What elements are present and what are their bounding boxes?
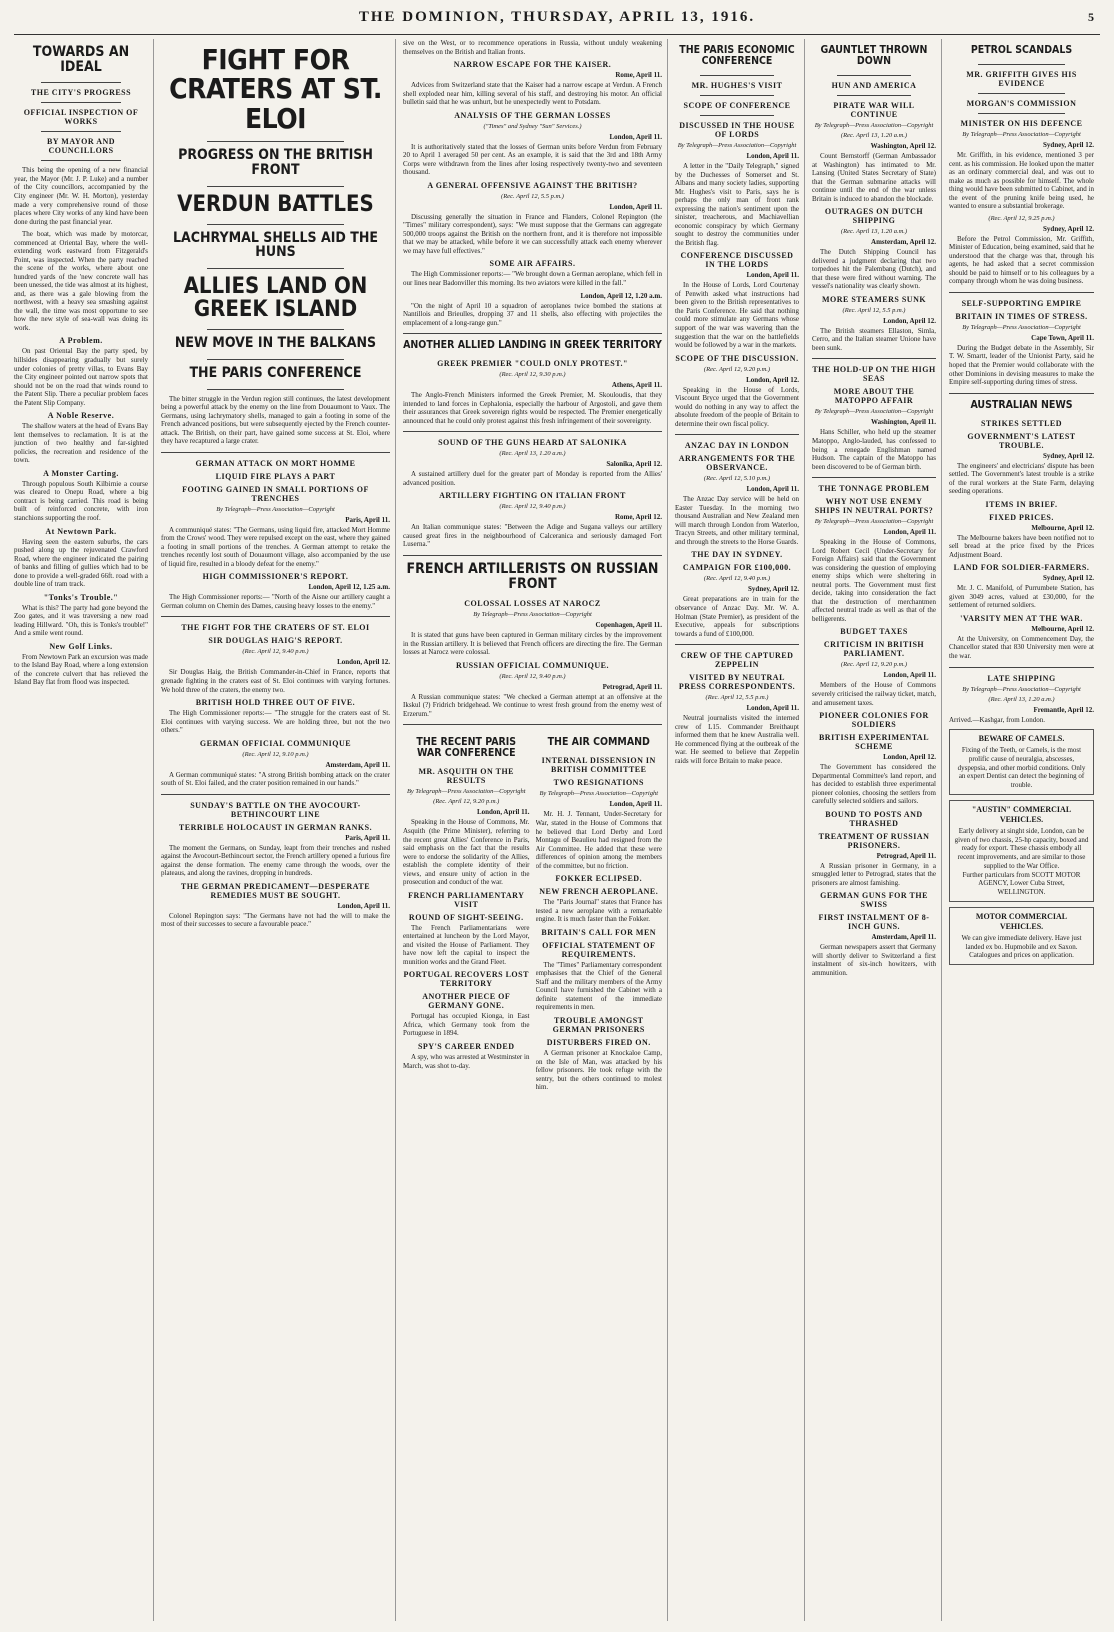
subhead: LIQUID FIRE PLAYS A PART	[215, 471, 336, 481]
dateline: London, April 11.	[609, 800, 662, 809]
dateline: London, April 11.	[746, 485, 799, 494]
paragraph: The High Commissioner reports:— "The struggle for the craters east of St. Eloi continues with varying success. We are holding three, but not the two others."	[161, 709, 390, 735]
subhead: ANOTHER PIECE OF GERMANY GONE.	[422, 992, 511, 1011]
subhead: THE DAY IN SYDNEY.	[691, 550, 783, 560]
dateline: London, April 11.	[746, 704, 799, 713]
headline-french-artillerists: FRENCH ARTILLERISTS ON RUSSIAN FRONT	[406, 560, 659, 592]
dateline: London, April 12.	[883, 753, 936, 762]
column-1	[14, 39, 154, 1621]
credit: By Telegraph—Press Association—Copyright	[814, 408, 934, 416]
headline-australian-news: AUSTRALIAN NEWS	[970, 398, 1073, 411]
paragraph: Mr. H. J. Tennant, Under-Secretary for War, stated in the House of Commons that he believed that Lord Derby and Lord Montagu of Beaulieu had resigned from the Air Committee. He added that these were differences of opinion among the members of the committee, but no friction.	[535, 810, 662, 870]
subhead: FOKKER ECLIPSED.	[555, 874, 643, 884]
subhead: TWO RESIGNATIONS	[553, 778, 644, 788]
dateline: London, April 11.	[883, 671, 936, 680]
subhead: ANALYSIS OF THE GERMAN LOSSES	[454, 110, 611, 120]
credit: By Telegraph—Press Association—Copyright	[962, 323, 1081, 331]
page-number: 5	[1088, 9, 1094, 24]
subhead: INTERNAL DISSENSION IN BRITISH COMMITTEE	[541, 756, 656, 775]
deck: ALLIES LAND ON GREEK ISLAND	[183, 274, 368, 323]
paragraph: The Government has considered the Departmental Committee's land report, and has decided to establish three experimental pioneer colonies, choosing the settlers from carefully selected soldiers and sailors.	[812, 763, 936, 806]
paragraph: An Italian communique states: "Between the Adige and Sugana valleys our artillery caused great fires in the neighbourhood of Calceranica and seriously damaged Fort Luserna."	[403, 523, 662, 549]
subhead: STRIKES SETTLED	[980, 418, 1063, 428]
credit: By Telegraph—Press Association—Copyright	[406, 788, 526, 796]
dateline: Athens, April 11.	[611, 381, 662, 390]
rec-time: (Rec. April 12, 9.40 p.m.)	[242, 648, 309, 656]
subhead: ROUND OF SIGHT-SEEING.	[408, 912, 524, 922]
subhead: TERRIBLE HOLOCAUST IN GERMAN RANKS.	[178, 822, 373, 832]
credit: By Telegraph—Press Association—Copyright	[539, 790, 659, 798]
dateline: London, April 12.	[337, 658, 390, 667]
subhead: BRITISH EXPERIMENTAL SCHEME	[818, 733, 930, 752]
column-5	[812, 39, 942, 1621]
headline-gauntlet: GAUNTLET THROWN DOWN	[820, 44, 928, 68]
headline-towards-ideal: TOWARDS AN IDEAL	[32, 44, 130, 75]
subhead: SCOPE OF THE DISCUSSION.	[675, 353, 799, 363]
credit: By Telegraph—Press Association—Copyright	[962, 685, 1081, 693]
advertisement	[949, 907, 1094, 965]
rec-time: (Rec. April 12, 9.40 p.m.)	[499, 672, 566, 680]
subhead: SPY'S CAREER ENDED	[417, 1041, 515, 1051]
rec-time: (Rec. April 12, 9.25 p.m.)	[988, 214, 1055, 222]
subhead: NARROW ESCAPE FOR THE KAISER.	[453, 60, 612, 70]
deck: MORGAN'S COMMISSION	[966, 99, 1077, 109]
paragraph: "On the night of April 10 a squadron of aeroplanes twice bombed the stations at Nantillois and Brieulles, dropping 37 and 11 shells, also effecting with projectiles the emplacement of a long-range gun."	[403, 301, 662, 327]
ad-contact: Further particulars from SCOTT MOTOR AGENCY, Lower Cuba Street, WELLINGTON.	[962, 870, 1081, 897]
rec-time: (Rec. April 12, 5.5 p.m.)	[705, 694, 769, 702]
paragraph: Colonel Repington says: "The Germans have not had the will to make the most of their successes to secure a favourable peace."	[161, 911, 390, 929]
paragraph: It is stated that guns have been captured in German military circles by the improvement in the Russian artillery. It is believed that French officers are directing the fire. The German losses at Narocz were colossal.	[403, 631, 662, 657]
paragraph: This being the opening of a new financial year, the Mayor (Mr. J. P. Luke) and a number of the City councillors, accompanied by the City engineer (Mr. W. H. Morton), yesterday made a very comprehensive round of those places where City works of any kind have been done during the past financial year.	[14, 166, 148, 226]
credit: By Telegraph—Press Association—Copyright	[814, 518, 934, 526]
credit: By Telegraph—Press Association—Copyright	[677, 142, 797, 150]
subhead: GERMAN GUNS FOR THE SWISS	[820, 891, 928, 910]
paragraph: The "Times" Parliamentary correspondent emphasises that the Chief of the General Staff and the military members of the Army Council have furnished the Cabinet with a definite statement of the immediate requirements in men.	[535, 960, 662, 1012]
subhead: THE HOLD-UP ON THE HIGH SEAS	[812, 365, 936, 384]
headline-paris-war-conference: THE RECENT PARIS WAR CONFERENCE	[416, 736, 517, 760]
rec-time: (Rec. April 12, 9.20 p.m.)	[840, 661, 908, 669]
paragraph: A Russian prisoner in Germany, in a smuggled letter to Petrograd, states that the prisoners are almost famishing.	[812, 861, 936, 887]
deck: MR. HUGHES'S VISIT	[691, 81, 783, 91]
headline-petrol-scandals: PETROL SCANDALS	[970, 44, 1073, 56]
paragraph: Before the Petrol Commission, Mr. Griffith, Minister of Education, being examined, said that he understood that the charge was that, through his agents, he had asked that a secret commission should be paid to himself or to his colleagues by a company through whom he was doing business.	[949, 234, 1094, 286]
subhead: THE TONNAGE PROBLEM	[818, 484, 930, 494]
subhead: ANZAC DAY IN LONDON	[684, 441, 790, 451]
dateline: London, April 11.	[609, 132, 662, 141]
dateline: London, April 12.	[746, 375, 799, 384]
paragraph: Arrived.—Kashgar, from London.	[949, 715, 1045, 724]
subhead: SOME AIR AFFAIRS.	[489, 259, 576, 269]
paragraph: Speaking in the House of Commons, Lord Robert Cecil (Under-Secretary for Foreign Affairs) said that the Government was considering the question of employing enemy ships which were sheltering in neutral ports. The Government must first decide, taking into consideration the fact that the destruction of merchantmen affected neutral trade as well as that of the belligerents.	[812, 538, 936, 623]
paragraph: The engineers' and electricians' dispute has been settled. The Government's latest trouble is a strike of the rural workers at the State Farm, delaying seeding operations.	[949, 461, 1094, 496]
paragraph: On past Oriental Bay the party sped, by hillsides disappearing gradually but surely under colonies of pretty villas, to Evans Bay the City engineer pointed out narrow spots that should not be on the road that winds round to the Patent Slip. There a peculiar problem faces the Patent Slip Company.	[14, 347, 148, 407]
subhead: BRITAIN IN TIMES OF STRESS.	[955, 311, 1088, 321]
subhead: THE FIGHT FOR THE CRATERS OF ST. ELOI	[181, 623, 370, 633]
ad-body: We can give immediate delivery. Have just landed ex bo. Hupmobile and ex Saxon. Catalogues and prices on application.	[961, 933, 1082, 960]
dateline: Copenhagen, April 11.	[595, 621, 662, 630]
deck: LACHRYMAL SHELLS AID THE HUNS	[172, 229, 379, 261]
rec-time: (Rec. April 12, 9.40 p.m.)	[703, 575, 771, 583]
subhead: HIGH COMMISSIONER'S REPORT.	[202, 572, 349, 582]
subhead: BRITISH HOLD THREE OUT OF FIVE.	[195, 698, 356, 708]
subhead: MR. ASQUITH ON THE RESULTS	[418, 767, 515, 786]
paragraph: At the University, on Commencement Day, the Chancellor stated that 830 University men were at the war.	[949, 634, 1094, 660]
deck: MINISTER ON HIS DEFENCE	[960, 119, 1083, 129]
subhead: MORE STEAMERS SUNK	[821, 294, 927, 304]
subhead: WHY NOT USE ENEMY SHIPS IN NEUTRAL PORTS?	[814, 497, 934, 516]
subhead: A Problem.	[59, 336, 103, 346]
subhead: MORE ABOUT THE MATOPPO AFFAIR	[833, 387, 915, 406]
subcolumn-right	[536, 731, 663, 1621]
paragraph: The French Parliamentarians were entertained at luncheon by the Lord Mayor, and visited the House of Parliament. They have now left the capital to inspect the munition works and the Grand Fleet.	[403, 923, 530, 966]
paragraph: A Russian communique states: "We checked a German attempt at an offensive at the Ikskul (?) Fridrich bridgehead. We continue to wrest fresh ground from the enemy west of Erzerum."	[403, 692, 662, 718]
subcolumn-left	[403, 731, 530, 1621]
deck: PIRATE WAR WILL CONTINUE	[833, 101, 915, 120]
deck: PROGRESS ON THE BRITISH FRONT	[178, 147, 373, 178]
ad-title: "AUSTIN" COMMERCIAL VEHICLES.	[971, 804, 1072, 824]
headline-greek-landing: ANOTHER ALLIED LANDING IN GREEK TERRITORY	[403, 339, 662, 352]
subhead: ARRANGEMENTS FOR THE OBSERVANCE.	[678, 454, 796, 473]
dateline: Melbourne, April 12.	[1031, 624, 1094, 633]
dateline: London, April 11.	[746, 152, 799, 161]
subhead: CONFERENCE DISCUSSED IN THE LORDS	[680, 251, 794, 270]
paragraph: Having seen the eastern suburbs, the cars pushed along up the rejuvenated Crawford Road, where the engineer indicated the pairing of banks and filling of gullies which had to be done to provide a well-graded 66ft. road with a double line of tram track.	[14, 537, 148, 589]
lead-paragraph: The bitter struggle in the Verdun region still continues, the latest development being a powerful attack by the enemy on the line from Douaumont to Vaux. The Germans, using lachrymatory shells, managed to gain a footing in some of the French advanced positions, but were subsequently ejected by the French counter-attack. The British, on their part, have gained some success at St. Eloi, where they have recaptured a large crater.	[161, 394, 390, 446]
dateline: Rome, April 12.	[614, 513, 662, 522]
rec-time: (Rec. April 12, 5.5 p.m.)	[501, 192, 564, 200]
subhead: CRITICISM IN BRITISH PARLIAMENT.	[823, 640, 925, 659]
deck: SCOPE OF CONFERENCE	[683, 101, 791, 111]
paragraph: A spy, who was arrested at Westminster in March, was shot to-day.	[403, 1052, 530, 1070]
paragraph: It is authoritatively stated that the losses of German units before Verdun from February 20 to April 1 averaged 50 per cent. As an example, it is said that the 3rd and 18th Army Corps were withdrawn from the lines after losing respectively twenty-two and seventeen thousand.	[403, 142, 662, 177]
headline-air-command: THE AIR COMMAND	[547, 736, 650, 749]
deck: BY MAYOR AND COUNCILLORS	[46, 137, 116, 156]
dateline: Sydney, April 12.	[748, 585, 799, 594]
deck: HUN AND AMERICA	[831, 81, 917, 91]
deck: DISCUSSED IN THE HOUSE OF LORDS	[679, 121, 795, 140]
paragraph: Mr. Griffith, in his evidence, mentioned 3 per cent. as his commission. He looked upon the matter as an ordinary commercial deal, and was out to make as much as possible for himself. The whole thing would have been submitted to Cabinet, and in the event of the pruning knife being used, he wanted to ensure a substantial brokerage.	[949, 151, 1094, 211]
deck: THE PARIS CONFERENCE	[189, 364, 362, 381]
subhead: GREEK PREMIER "COULD ONLY PROTEST."	[437, 359, 628, 369]
dateline: Washington, April 11.	[871, 418, 936, 427]
rec-time: (Rec. April 13, 1.20 a.m.)	[840, 132, 908, 140]
paragraph: A German communiqué states: "A strong British bombing attack on the crater south of St. Eloi failed, and the crater position remained in our hands."	[161, 770, 390, 788]
columns	[14, 39, 1100, 1621]
column-6	[949, 39, 1099, 1621]
dateline: Paris, April 11.	[345, 515, 390, 524]
paragraph: A German prisoner at Knockaloe Camp, on the Isle of Man, was attacked by his fellow prisoners. He took refuge with the sentry, but the others continued to molest him.	[535, 1048, 662, 1092]
subhead: SIR DOUGLAS HAIG'S REPORT.	[208, 636, 343, 646]
paragraph: The shallow waters at the head of Evans Bay lent themselves to reclamation. It is at the junction of two healthy and far-sighted policies, the recreation and residence of the town.	[14, 422, 148, 465]
dateline: Amsterdam, April 11.	[325, 760, 390, 769]
subhead: LATE SHIPPING	[987, 673, 1056, 683]
paragraph: The Anzac Day service will be held on Easter Tuesday. In the morning two thousand Australian and New Zealand men will march through London from Waterloo, Tracyn Streets, and other military terminal, and through the streets to the Horse Guards.	[675, 495, 799, 546]
paragraph: The moment the Germans, on Sunday, leapt from their trenches and rushed against the Avocourt-Bethincourt sector, the French artillery opened a furious fire against the dense formation. The enemy came through the woods, over the plateaus, and along the ravines, dropping in hundreds.	[161, 843, 390, 878]
dateline: Amsterdam, April 12.	[871, 238, 936, 247]
credit: By Telegraph—Press Association—Copyright	[216, 505, 335, 513]
subhead: GERMAN OFFICIAL COMMUNIQUE	[199, 738, 352, 748]
paragraph: Sir Douglas Haig, the British Commander-in-Chief in France, reports that grenade fighting in the craters east of St. Eloi continues with varying fortunes. We hold three of the craters, the enemy two.	[161, 668, 390, 694]
dateline: Petrograd, April 11.	[876, 851, 936, 860]
subhead: CREW OF THE CAPTURED ZEPPELIN	[680, 651, 794, 670]
column-4	[675, 39, 805, 1621]
ad-body: Fixing of the Teeth, or Camels, is the most prolific cause of neuralgia, abscesses, dyspepsia, and other morbid conditions. Only an expert Dentist can detect the beginning of trouble.	[957, 746, 1086, 790]
dateline: Melbourne, April 12.	[1031, 523, 1094, 532]
paragraph: What is this? The party had gone beyond the Zoo gates, and it was traversing a new road leading Hillward. "Oh, this is Tonks's trouble!" And a smile went round.	[14, 603, 148, 638]
masthead	[14, 0, 1100, 35]
headline-paris-economic: THE PARIS ECONOMIC CONFERENCE	[679, 44, 795, 68]
subhead: THE GERMAN PREDICAMENT—DESPERATE REMEDIES MUST BE SOUGHT.	[180, 881, 371, 900]
dateline: Washington, April 12.	[870, 142, 936, 151]
headline-craters: FIGHT FOR CRATERS AT ST. ELOI	[169, 43, 382, 135]
advertisement	[949, 729, 1094, 795]
paragraph: Great preparations are in train for the observance of Anzac Day. Mr. W. A. Holman (State Premier), as president of the Executive, appeals for subscriptions towards a fund of £100,000.	[675, 595, 799, 638]
subhead: CAMPAIGN FOR £100,000.	[682, 563, 792, 573]
dateline: Petrograd, April 11.	[602, 682, 662, 691]
paragraph: The Melbourne bakers have been notified not to sell bread at the price fixed by the Prices Adjustment Board.	[949, 533, 1094, 559]
dateline: Fremantle, April 12.	[1033, 705, 1094, 714]
subhead: PIONEER COLONIES FOR SOLDIERS	[819, 711, 929, 730]
deck: OFFICIAL INSPECTION OF WORKS	[23, 108, 139, 127]
dateline: Paris, April 11.	[345, 833, 390, 842]
subhead: NEW FRENCH AEROPLANE.	[539, 887, 659, 897]
paragraph: sive on the West, or to recommence operations in Russia, without unduly weakening themselves on the British and Italian fronts.	[403, 39, 662, 56]
subhead: SOUND OF THE GUNS HEARD AT SALONIKA	[438, 438, 627, 448]
subhead: SUNDAY'S BATTLE ON THE AVOCOURT-BETHINCOURT LINE	[190, 800, 361, 819]
subhead: FIRST INSTALMENT OF 8-INCH GUNS.	[818, 913, 930, 932]
subhead: OUTRAGES ON DUTCH SHIPPING	[824, 207, 924, 226]
rec-time: (Rec. April 12, 9.20 p.m.)	[433, 798, 500, 806]
subhead: GERMAN ATTACK ON MORT HOMME	[195, 458, 356, 468]
column-3-subcolumns	[403, 731, 662, 1621]
dateline: London, April 12, 1.20 a.m.	[580, 291, 662, 300]
paragraph: Neutral journalists visited the interned crew of L15. Commander Breithaupt informed them that he knew Australia well. He commenced flying at the outbreak of the war. He seemed to believe that Zeppelin raids will force Britain to make peace.	[675, 714, 799, 765]
subhead: LAND FOR SOLDIER-FARMERS.	[953, 563, 1090, 573]
ad-title: MOTOR COMMERCIAL VEHICLES.	[975, 911, 1068, 931]
paragraph: In the House of Lords, Lord Courtenay of Penwith asked what instructions had been given to the British representatives to the Paris Conference. He said that nothing could more stimulate any Germans whose support of the war was wavering than the suggestion that the war on the battlefields would be followed by a war in the markets.	[675, 281, 799, 350]
deck: MR. GRIFFITH GIVES HIS EVIDENCE	[966, 70, 1077, 89]
subhead: TROUBLE AMONGST GERMAN PRISONERS	[552, 1015, 645, 1034]
subhead: ITEMS IN BRIEF.	[985, 499, 1058, 509]
dateline: Salonika, April 12.	[606, 460, 662, 469]
subhead: BRITAIN'S CALL FOR MEN	[541, 927, 657, 937]
subhead: FRENCH PARLIAMENTARY VISIT	[408, 890, 525, 909]
dateline: London, April 12, 1.25 a.m.	[308, 583, 390, 592]
paragraph: The British steamers Ellaston, Simla, Cerro, and the Italian steamer Unione have been sunk.	[812, 326, 936, 352]
credit: By Telegraph—Press Association—Copyright	[473, 611, 592, 619]
rec-time: (Rec. April 12, 9.40 p.m.)	[499, 503, 566, 511]
paragraph: The High Commissioner reports:— "We brought down a German aeroplane, which fell in our lines near Badonviller this morning. Its two aviators were killed in the fall."	[403, 270, 662, 287]
subhead: PORTUGAL RECOVERS LOST TERRITORY	[403, 970, 529, 989]
subhead: "Tonks's Trouble."	[43, 592, 119, 602]
paragraph: Portugal has occupied Kionga, in East Africa, which Germany took from the Portuguese in 1894.	[403, 1012, 530, 1038]
dateline: Sydney, April 12.	[1043, 574, 1094, 583]
paragraph: German newspapers assert that Germany will shortly deliver to Switzerland a first instalment of six-inch howitzers, with ammunition.	[812, 943, 936, 977]
paragraph: Count Bernstorff (German Ambassador at Washington) has intimated to Mr. Lansing (United States Secretary of State) that the German submarine attacks will continue until the end of the war unless Britain is induced to abandon the blockade.	[812, 152, 936, 203]
subhead: FIXED PRICES.	[989, 512, 1054, 522]
paragraph: A communiqué states: "The Germans, using liquid fire, attacked Mort Homme from the Crows' wood. They were repulsed except on the east, where they gained a footing in small portions of the trenches. A German attempt to retake the trenches recently lost south of Douaumont village, also accompanied by the use of liquid fire, resulted in a bloody defeat for the enemy."	[161, 525, 390, 568]
rec-time: (Rec. April 13, 1.20 a.m.)	[499, 450, 566, 458]
advertisement	[949, 800, 1094, 902]
column-2	[161, 39, 396, 1621]
paragraph: The High Commissioner reports:— "North of the Aisne our artillery caught a German column on Chemin des Dames, causing heavy losses to the enemy."	[161, 593, 390, 610]
paragraph: The boat, which was made by motorcar, commenced at Oriental Bay, where the well-extending work eastward from Fitzgerald's Point, was inspected. When the party reached the scene of the works, where about one hundred yards of the 'new concrete wall has been unessed, the tide was almost at its highest, and, as there was a gale blowing from the northwest, with a heavy sea smashing against the wall, the time was most opportune to see how the new style of sea-wall was doing its work.	[14, 230, 148, 332]
dateline: London, April 12.	[883, 316, 936, 325]
paragraph: The "Paris Journal" states that France has tested a new aeroplane with a remarkable engine. It is much faster than the Fokker.	[535, 898, 662, 924]
subhead: A GENERAL OFFENSIVE AGAINST THE BRITISH?	[427, 180, 638, 190]
paragraph: Through populous South Kilbirnie a course was cleared to Onepu Road, where a big contract is being carried. This road is being built of reinforced concrete, with iron stanchions supporting the roof.	[14, 479, 148, 522]
subhead: BOUND TO POSTS AND THRASHED	[825, 809, 923, 828]
paragraph: From Newtown Park an excursion was made to the Island Bay Road, where a long extension of the concrete culvert that has relieved the Island Bay flat from flood was inspected.	[14, 652, 148, 687]
deck: THE CITY'S PROGRESS	[30, 88, 132, 98]
subhead: ARTILLERY FIGHTING ON ITALIAN FRONT	[439, 491, 626, 501]
subhead: COLOSSAL LOSSES AT NAROCZ	[464, 599, 601, 609]
subhead: A Monster Carting.	[43, 468, 119, 478]
paragraph: Speaking in the House of Lords, Viscount Bryce urged that the Government would do nothing in any way to affect the absolute freedom of the people of Britain to determine their own fiscal policy.	[675, 385, 799, 428]
column-3	[403, 39, 668, 1621]
dateline: Sydney, April 12.	[1043, 141, 1094, 150]
paragraph: The Anglo-French Ministers informed the Greek Premier, M. Skouloudis, that they intended to land forces in Cephalonia, especially the harbour of Argostoli, and gave them their assurances that Greek sovereign rights would be respected. The Premier energetically announced that he could only protest against this fresh infringement of their sovereignty.	[403, 391, 662, 425]
dateline: Sydney, April 12.	[1043, 224, 1094, 233]
ad-body: Early delivery at singht side, London, can be given of two chassis, 25-hp capacity, boxed and ready for export. These chassis embody all recent improvements, and are similar to those supplied to the War Office.	[954, 826, 1089, 870]
rec-time: (Rec. April 12, 9.30 p.m.)	[499, 371, 566, 379]
deck: VERDUN BATTLES	[177, 191, 374, 217]
subhead: BUDGET TAXES	[840, 627, 908, 637]
dateline: Sydney, April 12.	[1043, 451, 1094, 460]
subhead: A Noble Reserve.	[47, 411, 115, 421]
paragraph: Hans Schiller, who held up the steamer Matoppo, Anglo-lauded, has confessed to being a renegade Englishman named Hudson. The captain of the Matoppo has been discovered to be of German birth.	[812, 428, 936, 471]
subhead: TREATMENT OF RUSSIAN PRISONERS.	[818, 831, 930, 850]
paragraph: Members of the House of Commons severely criticised the railway ticket, match, and amusement taxes.	[812, 681, 936, 707]
subhead: RUSSIAN OFFICIAL COMMUNIQUE.	[456, 660, 609, 670]
subhead: SELF-SUPPORTING EMPIRE	[961, 298, 1082, 308]
paragraph: The Dutch Shipping Council has delivered a judgment declaring that two torpedoes hit the Palembang (Dutch), and that these were fired without warning. The vessel's nationality was clearly shown.	[812, 248, 936, 291]
rec-time: (Rec. April 12, 5.5 p.m.)	[842, 306, 906, 314]
dateline: London, April 11.	[883, 528, 936, 537]
paragraph: A letter in the "Daily Telegraph," signed by the Duchesses of Somerset and St. Albans and many society ladies, supporting Mr. Hughes's visit to Paris, says he is perhaps the only man of front rank expressing the nation's sentiment upon the sinister, treacherous, and Machiavellian economic conspiracy by which Germany sought to destroy the communities under the British flag.	[675, 162, 799, 247]
dateline: London, April 11.	[746, 271, 799, 280]
rec-time: (Rec. April 13, 1.20 a.m.)	[988, 695, 1055, 703]
subhead: FOOTING GAINED IN SMALL PORTIONS OF TRENCHES	[182, 484, 369, 503]
deck: NEW MOVE IN THE BALKANS	[174, 335, 377, 352]
paragraph: Mr. J. C. Manifold, of Purrumbete Station, has given 3049 acres, valued at £30,000, for the settlement of returned soldiers.	[949, 584, 1094, 610]
subhead: DISTURBERS FIRED ON.	[546, 1037, 651, 1047]
paragraph: Advices from Switzerland state that the Kaiser had a narrow escape at Verdun. A French shell exploded near him, killing several of his staff, and destroying his motor. An official bulletin said that he was unhurt, but he unexpectedly went to Potsdam.	[403, 81, 662, 107]
subhead: OFFICIAL STATEMENT OF REQUIREMENTS.	[542, 940, 656, 959]
dateline: London, April 11.	[337, 901, 390, 910]
dateline: Amsterdam, April 11.	[871, 933, 936, 942]
rec-time: (Rec. April 12, 9.10 p.m.)	[242, 750, 309, 758]
masthead-title: THE DOMINION, THURSDAY, APRIL 13, 1916.	[358, 8, 756, 25]
credit: By Telegraph—Press Association—Copyright	[814, 122, 934, 130]
paragraph: Discussing generally the situation in France and Flanders, Colonel Repington (the "Times" military correspondent), says: "We must suppose that the Germans can aggregate 500,000 troops against the British on the northern front, and it is therefore not impossible that we may be attacked, while before it we can successfully attack each enemy wherever we may have full effectives."	[403, 212, 662, 255]
rec-time: (Rec. April 13, 1.20 a.m.)	[840, 228, 908, 236]
credit: ("Times" and Sydney "Sun" Services.)	[483, 122, 582, 130]
dateline: Cape Town, April 11.	[1031, 333, 1094, 342]
dateline: London, April 11.	[609, 202, 662, 211]
credit: By Telegraph—Press Association—Copyright	[962, 131, 1081, 139]
dateline: Rome, April 11.	[615, 71, 662, 80]
subhead: New Golf Links.	[49, 641, 113, 651]
subhead: 'VARSITY MEN AT THE WAR.	[960, 613, 1083, 623]
subhead: VISITED BY NEUTRAL PRESS CORRESPONDENTS.	[678, 673, 796, 692]
dateline: London, April 11.	[476, 808, 530, 817]
subhead: At Newtown Park.	[45, 526, 117, 536]
rec-time: (Rec. April 12, 5.10 p.m.)	[703, 475, 771, 483]
rec-time: (Rec. April 12, 9.20 p.m.)	[703, 365, 771, 373]
ad-title: BEWARE OF CAMELS.	[978, 734, 1065, 744]
subhead: GOVERNMENT'S LATEST TROUBLE.	[967, 431, 1076, 450]
paragraph: A sustained artillery duel for the greater part of Monday is reported from the Allies' advanced position.	[403, 470, 662, 487]
paragraph: Speaking in the House of Commons, Mr. Asquith (the Prime Minister), referring to the recent great Allies' Conference in Paris, said emphasis on the fact that the results were to endorse the solidarity of the Allies, establish the complete identity of their views, and ensure unity of action in the prosecution and conduct of the war.	[403, 818, 530, 887]
paragraph: During the Budget debate in the Assembly, Sir T. W. Smartt, leader of the Unionist Party, said he hoped that the Premier would collaborate with the other Dominions in devising measures to make the Empire self-supporting during times of stress.	[949, 343, 1094, 387]
